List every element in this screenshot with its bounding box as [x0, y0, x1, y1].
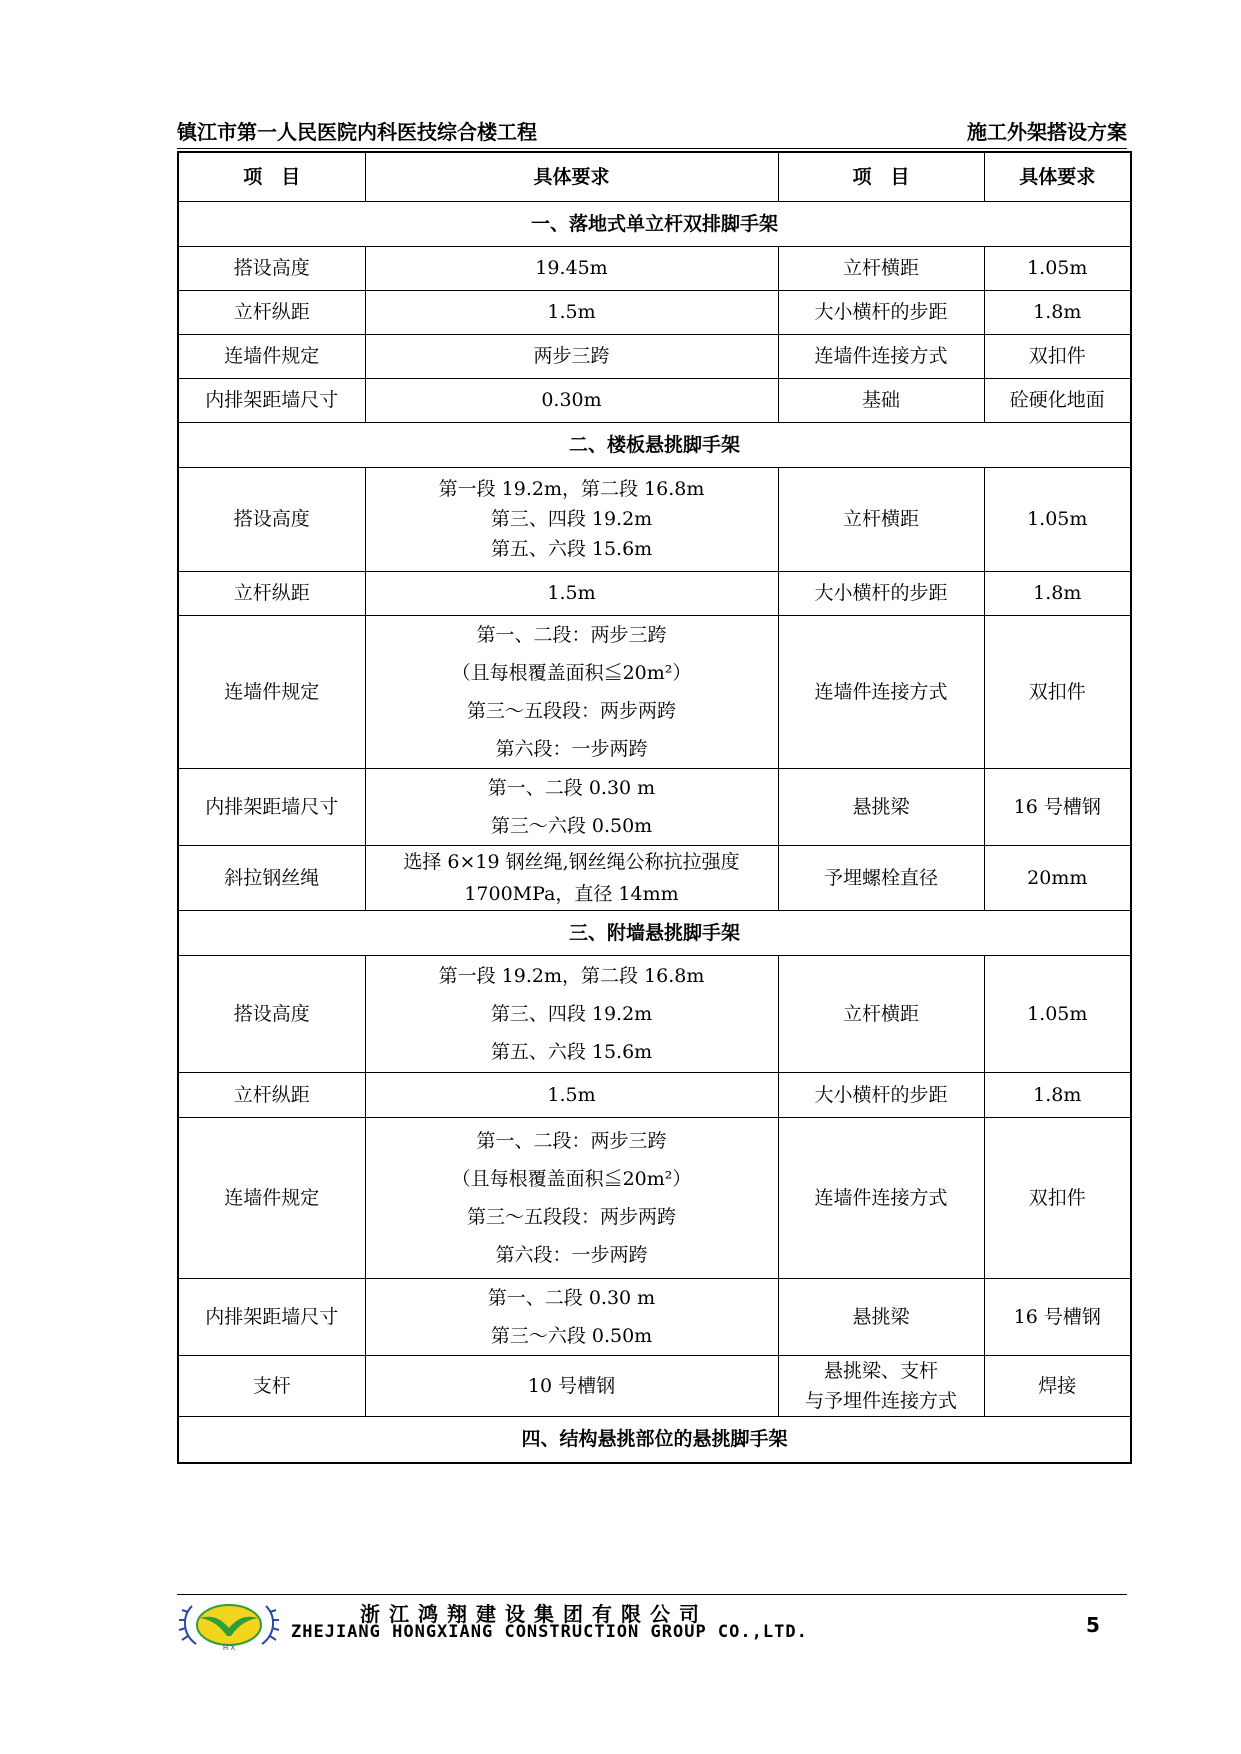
requirement-cell: 1.8m [984, 571, 1131, 615]
document-title: 施工外架搭设方案 [967, 120, 1127, 144]
table-row [178, 615, 1131, 768]
item-line: 立杆横距 [842, 1002, 919, 1025]
item-line: 大小横杆的步距 [814, 582, 948, 604]
header-divider [177, 148, 1127, 149]
requirement-cell [365, 246, 778, 290]
requirement-line: 两步三跨 [533, 345, 610, 367]
table-row [178, 1355, 1131, 1416]
requirement-line: 第五、六段 15.6m [490, 538, 653, 560]
item-cell [778, 467, 984, 571]
item-cell [778, 246, 984, 290]
table-row [178, 768, 1131, 845]
requirement-line: 第三、四段 19.2m [490, 1002, 653, 1025]
requirement-cell [365, 1072, 778, 1117]
page-number: 5 [1086, 1613, 1100, 1637]
item-line: 立杆横距 [842, 257, 919, 279]
item-cell: 内排架距墙尺寸 [178, 1278, 365, 1355]
requirement-line: 选择 6×19 钢丝绳,钢丝绳公称抗拉强度 [403, 850, 740, 873]
requirement-line: 1.5m [547, 1083, 596, 1106]
requirement-cell: 16 号槽钢 [984, 768, 1131, 845]
requirement-cell: 1.8m [984, 290, 1131, 334]
requirement-line: 第三～五段段：两步两跨 [466, 1205, 676, 1228]
requirement-cell: 1.05m [984, 467, 1131, 571]
item-cell: 支杆 [178, 1355, 365, 1416]
logo-text: H X [222, 1644, 236, 1652]
requirement-cell: 双扣件 [984, 1117, 1131, 1278]
table-row [178, 571, 1131, 615]
item-cell: 搭设高度 [178, 246, 365, 290]
company-name-cn: 浙江鸿翔建设集团有限公司 [360, 1602, 708, 1626]
requirement-line: 1.5m [547, 582, 596, 604]
requirement-cell [365, 1355, 778, 1416]
requirement-cell [365, 955, 778, 1072]
item-line: 大小横杆的步距 [814, 1083, 948, 1106]
requirement-line: 19.45m [535, 257, 608, 279]
requirement-line: 第六段：一步两跨 [495, 1243, 648, 1266]
table-row [178, 378, 1131, 422]
requirement-cell [365, 571, 778, 615]
item-cell: 立杆纵距 [178, 1072, 365, 1117]
item-line: 悬挑梁 [852, 1305, 910, 1328]
table-row [178, 290, 1131, 334]
item-cell [778, 955, 984, 1072]
item-line: 悬挑梁、支杆 [823, 1359, 938, 1382]
item-cell [778, 768, 984, 845]
item-cell: 连墙件规定 [178, 334, 365, 378]
section-row [178, 201, 1131, 246]
requirement-line: 第一段 19.2m，第二段 16.8m [438, 964, 705, 987]
requirement-cell: 焊接 [984, 1355, 1131, 1416]
requirement-cell: 双扣件 [984, 334, 1131, 378]
item-cell [778, 571, 984, 615]
spec-table [177, 151, 1132, 1464]
item-line: 悬挑梁 [852, 795, 910, 818]
table-header-row [178, 152, 1131, 201]
requirement-cell: 1.8m [984, 1072, 1131, 1117]
requirement-cell [365, 845, 778, 910]
item-cell: 搭设高度 [178, 955, 365, 1072]
section-row [178, 422, 1131, 467]
item-line: 连墙件连接方式 [814, 680, 948, 703]
requirement-cell [365, 1278, 778, 1355]
requirement-cell: 双扣件 [984, 615, 1131, 768]
requirement-line: 第三～六段 0.50m [490, 1324, 653, 1347]
requirement-cell [365, 290, 778, 334]
table-row [178, 246, 1131, 290]
requirement-cell: 20mm [984, 845, 1131, 910]
item-cell [778, 334, 984, 378]
requirement-line: 第三～五段段：两步两跨 [466, 699, 676, 722]
requirement-line: 10 号槽钢 [527, 1374, 616, 1397]
requirement-line: 第一、二段：两步三跨 [476, 623, 667, 646]
item-cell: 内排架距墙尺寸 [178, 768, 365, 845]
item-cell [778, 290, 984, 334]
requirement-line: 0.30m [541, 389, 602, 411]
requirement-line: 第五、六段 15.6m [490, 1040, 653, 1063]
item-line: 连墙件连接方式 [814, 345, 948, 367]
item-line: 大小横杆的步距 [814, 301, 948, 323]
item-cell [778, 1117, 984, 1278]
item-cell: 立杆纵距 [178, 571, 365, 615]
item-cell [778, 845, 984, 910]
requirement-line: 第三～六段 0.50m [490, 814, 653, 837]
item-cell: 连墙件规定 [178, 615, 365, 768]
requirement-line: （且每根覆盖面积≦20m²） [451, 661, 692, 684]
requirement-cell [365, 768, 778, 845]
item-cell [778, 615, 984, 768]
item-cell: 立杆纵距 [178, 290, 365, 334]
section-title: 二、楼板悬挑脚手架 [178, 422, 1131, 467]
table-row [178, 1072, 1131, 1117]
item-cell: 内排架距墙尺寸 [178, 378, 365, 422]
item-line: 立杆横距 [842, 508, 919, 530]
item-line: 基础 [861, 389, 900, 411]
requirement-cell [365, 378, 778, 422]
table-row [178, 467, 1131, 571]
requirement-cell: 1.05m [984, 955, 1131, 1072]
table-row [178, 1117, 1131, 1278]
requirement-cell: 砼硬化地面 [984, 378, 1131, 422]
section-row [178, 1416, 1131, 1463]
requirement-line: 第一、二段 0.30 m [487, 776, 656, 799]
footer-divider [177, 1594, 1127, 1595]
item-cell: 搭设高度 [178, 467, 365, 571]
requirement-line: （且每根覆盖面积≦20m²） [451, 1167, 692, 1190]
requirement-line: 第三、四段 19.2m [490, 508, 653, 530]
requirement-cell: 16 号槽钢 [984, 1278, 1131, 1355]
requirement-cell [365, 467, 778, 571]
item-line: 予埋螺栓直径 [823, 866, 938, 889]
requirement-line: 第一、二段：两步三跨 [476, 1129, 667, 1152]
table-row [178, 955, 1131, 1072]
item-cell [778, 1278, 984, 1355]
item-cell: 斜拉钢丝绳 [178, 845, 365, 910]
item-line: 与予埋件连接方式 [804, 1389, 957, 1412]
section-title: 三、附墙悬挑脚手架 [178, 910, 1131, 955]
col-header-requirement: 具体要求 [984, 152, 1131, 201]
section-row [178, 910, 1131, 955]
page-header [177, 116, 1127, 146]
table-row [178, 334, 1131, 378]
item-cell [778, 1355, 984, 1416]
col-header-requirement: 具体要求 [365, 152, 778, 201]
company-name-en: ZHEJIANG HONGXIANG CONSTRUCTION GROUP CO.,LTD. [291, 1622, 808, 1642]
requirement-line: 第六段：一步两跨 [495, 737, 648, 760]
requirement-cell [365, 334, 778, 378]
requirement-cell: 1.05m [984, 246, 1131, 290]
table-row [178, 1278, 1131, 1355]
table-row [178, 845, 1131, 910]
requirement-cell [365, 1117, 778, 1278]
requirement-cell [365, 615, 778, 768]
section-title: 四、结构悬挑部位的悬挑脚手架 [178, 1416, 1131, 1463]
item-cell: 连墙件规定 [178, 1117, 365, 1278]
item-cell [778, 1072, 984, 1117]
logo-globe [197, 1605, 261, 1645]
requirement-line: 1.5m [547, 301, 596, 323]
requirement-line: 第一、二段 0.30 m [487, 1286, 656, 1309]
item-line: 连墙件连接方式 [814, 1186, 948, 1209]
project-title: 镇江市第一人民医院内科医技综合楼工程 [177, 120, 537, 144]
col-header-item: 项 目 [178, 152, 365, 201]
requirement-line: 第一段 19.2m，第二段 16.8m [438, 478, 705, 500]
requirement-line: 1700MPa，直径 14mm [464, 882, 679, 905]
section-title: 一、落地式单立杆双排脚手架 [178, 201, 1131, 246]
company-logo [178, 1598, 280, 1652]
col-header-item: 项 目 [778, 152, 984, 201]
item-cell [778, 378, 984, 422]
